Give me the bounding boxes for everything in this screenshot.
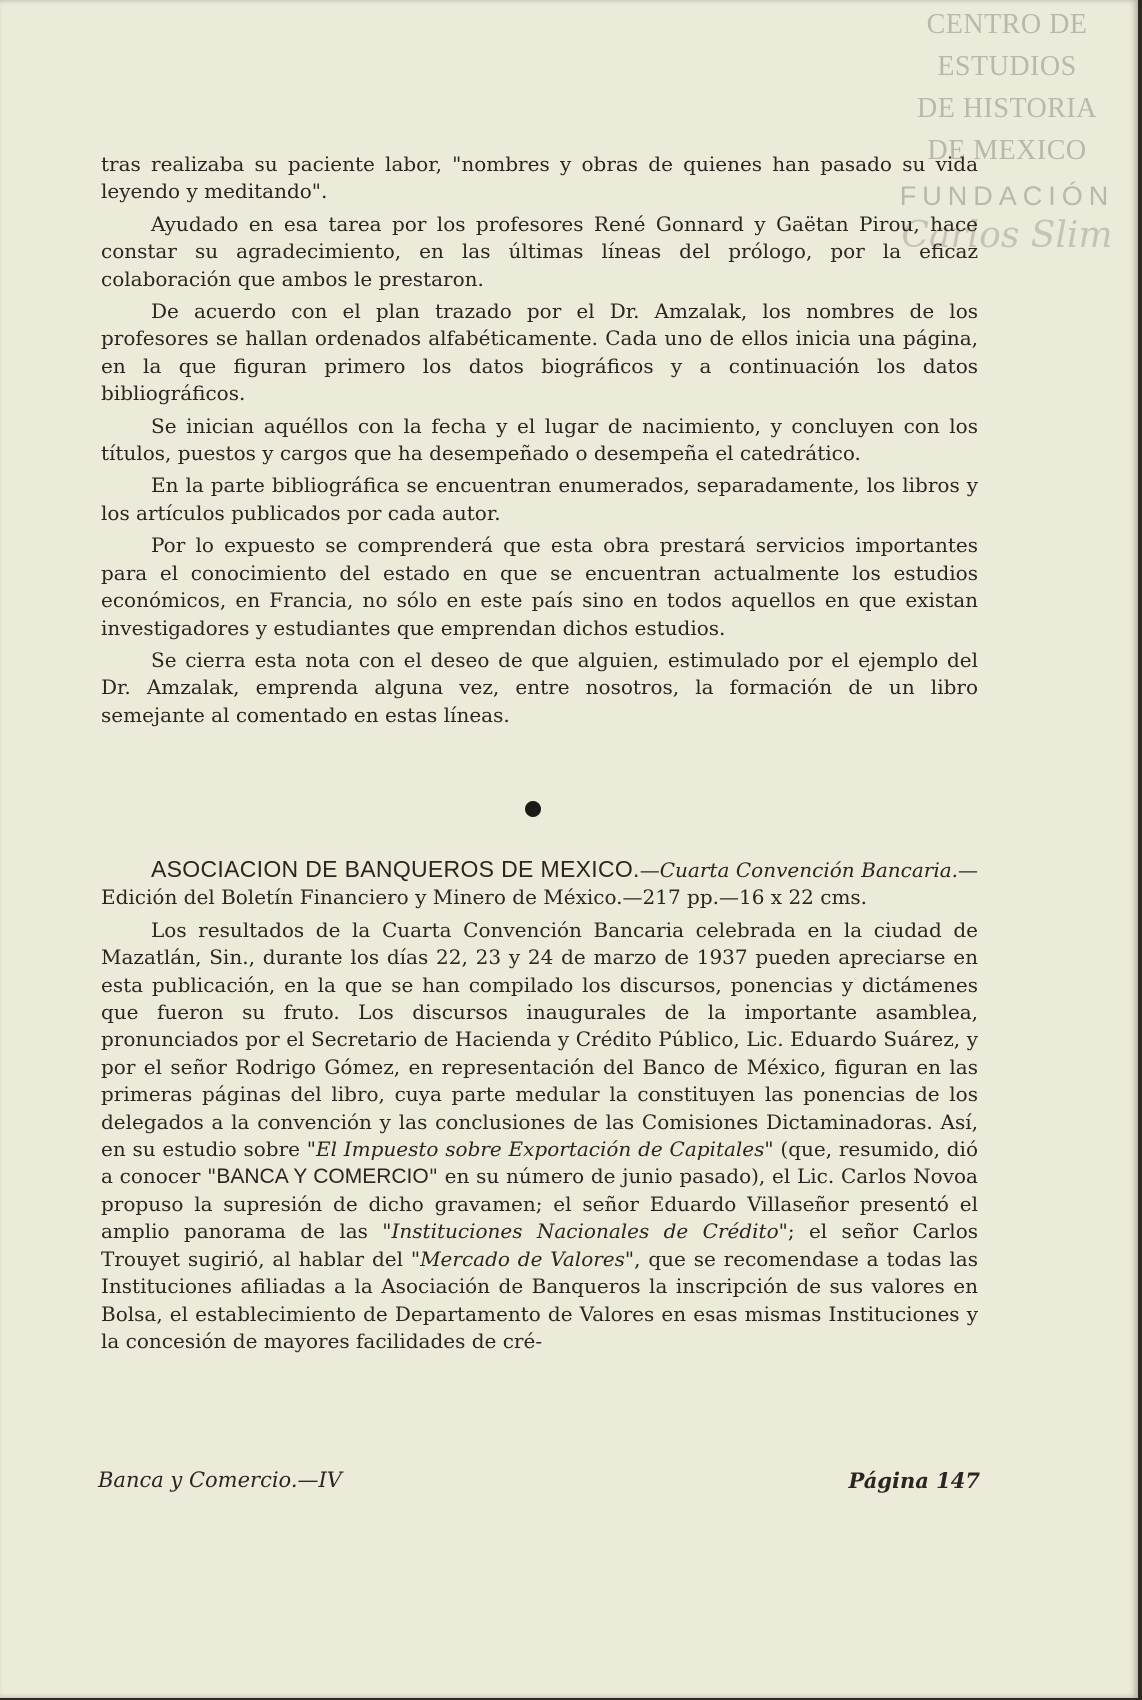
paragraph: Ayudado en esa tarea por los profesores René Gonnard y Gaëtan Pirou, hace constar su agradecimiento, en las últimas líneas del prólogo, por la eficaz colaboración que ambos le prestaron. (101, 211, 978, 291)
body-text: ", que se recomendase a todas las Instituciones afiliadas a la Asociación de Banqueros la inscripción de sus valores en Bolsa, el establecimiento de Departamento de Valores en esas mismas Instituciones y la concesión de mayores facilidades de cré- (101, 1246, 978, 1353)
paragraph: Se cierra esta nota con el deseo de que alguien, estimulado por el ejemplo del Dr. Amzalak, emprenda alguna vez, entre nosotros, la formación de un libro semejante al comentado en estas líneas. (101, 647, 978, 727)
body-text: Los resultados de la Cuarta Convención Bancaria celebrada en la ciudad de Mazatlán, Sin., durante los días 22, 23 y 24 de marzo de 1937 pueden apreciarse en esta publicación, en la que se han compilado los discursos, ponencias y dictámenes que fueron su fruto. Los discursos inaugurales de la importante asamblea, pronunciados por el Secretario de Hacienda y Crédito Público, Lic. Eduardo Suárez, y por el señor Rodrigo Gómez, en representación del Banco de México, figuran en las primeras páginas del libro, cuya parte medular la constituyen las ponencias de los delegados a la convención y las conclusiones de las Comisiones Dictaminadoras. Así, en su estudio sobre " (101, 917, 978, 1162)
heading-organization: ASOCIACION DE BANQUEROS DE MEXICO. (151, 856, 640, 882)
cited-title: Instituciones Nacionales de Crédito (391, 1219, 779, 1244)
paragraph: Por lo expuesto se comprenderá que esta obra prestará servicios importantes para el conocimiento del estado en que se encuentran actualmente los estudios económicos, en Francia, no sólo en este país sino en todos aquellos en que existan investigadores y estudiantes que emprendan dichos estudios. (101, 533, 978, 640)
body-text: " en su número de junio pasado), el Lic. Carlos Novoa propuso la supresión de dicho gravamen; el señor Eduardo Villaseñor presentó el amplio panorama de las " (101, 1164, 978, 1244)
magazine-name: BANCA Y COMERCIO (216, 1165, 429, 1189)
body-text: " (que, resumido, dió a conocer " (101, 1137, 978, 1189)
watermark-signature: Carlos Slim (901, 215, 1113, 256)
watermark-line: CENTRO DE (926, 9, 1088, 40)
cited-title: Mercado de Valores (420, 1246, 625, 1271)
paragraph: En la parte bibliográfica se encuentran enumerados, separadamente, los libros y los artículos publicados por cada autor. (101, 473, 978, 525)
cited-title: El Impuesto sobre Exportación de Capitales (315, 1137, 765, 1162)
watermark-foundation: FUNDACIÓN (899, 181, 1115, 211)
review-heading (101, 856, 978, 912)
review-continuation (101, 151, 978, 734)
heading-dash: — (639, 858, 660, 882)
watermark-line: DE HISTORIA (917, 93, 1097, 124)
paragraph: Se inician aquéllos con la fecha y el lugar de nacimiento, y concluyen con los títulos, puestos y cargos que ha desempeñado o desempeña el catedrático. (101, 413, 978, 466)
page-number: Página 147 (848, 1468, 980, 1493)
book-review (101, 856, 978, 1360)
watermark-line: ESTUDIOS (937, 51, 1077, 82)
review-body (101, 917, 978, 1356)
paragraph: De acuerdo con el plan trazado por el Dr. Amzalak, los nombres de los profesores se hallan ordenados alfabéticamente. Cada uno de ellos inicia una página, en la que figuran primero los datos biográficos y a continuación los datos bibliográficos. (101, 299, 978, 406)
watermark-line: DE MEXICO (927, 135, 1087, 166)
section-separator-dot (525, 801, 541, 817)
heading-title: Cuarta Convención Bancaria. (659, 858, 959, 882)
heading-details: —Edición del Boletín Financiero y Minero de México.—217 pp.—16 x 22 cms. (101, 858, 979, 910)
footer-publication: Banca y Comercio.—IV (98, 1468, 342, 1492)
body-text: "; el señor Carlos Trouyet sugirió, al hablar del " (101, 1219, 978, 1271)
paragraph: tras realizaba su paciente labor, "nombres y obras de quienes han pasado su vida leyendo y meditando". (101, 152, 978, 204)
